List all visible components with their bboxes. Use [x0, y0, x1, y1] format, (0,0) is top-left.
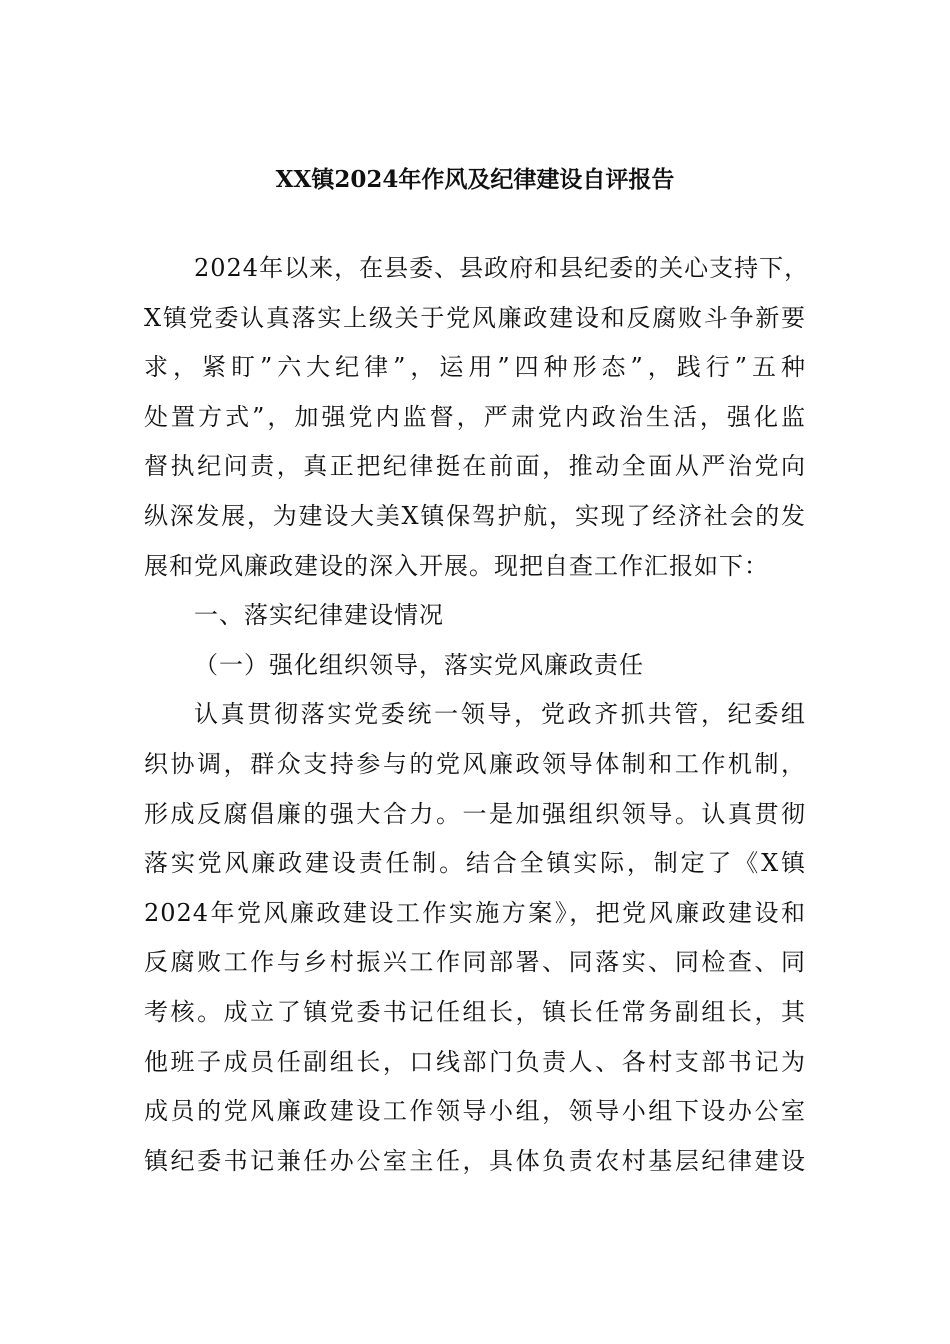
body-line: 考核。成立了镇党委书记任组长，镇长任常务副组长，其	[144, 997, 806, 1026]
body-line: 处置方式”，加强党内监督，严肃党内政治生活，强化监	[144, 402, 806, 431]
section-heading: 一、落实纪律建设情况	[194, 601, 444, 630]
body-line: 织协调，群众支持参与的党风廉政领导体制和工作机制，	[144, 749, 806, 778]
body-line: 纵深发展，为建设大美X镇保驾护航，实现了经济社会的发	[144, 501, 806, 530]
body-line: 他班子成员任副组长，口线部门负责人、各村支部书记为	[144, 1047, 806, 1076]
body-line: 展和党风廉政建设的深入开展。现把自查工作汇报如下：	[144, 551, 769, 580]
body-line: 成员的党风廉政建设工作领导小组，领导小组下设办公室	[144, 1097, 806, 1126]
document-title: XX镇2024年作风及纪律建设自评报告	[275, 166, 675, 193]
document-body	[144, 244, 810, 1186]
body-line: X镇党委认真落实上级关于党风廉政建设和反腐败斗争新要	[144, 303, 806, 332]
subsection-heading: （一）强化组织领导，落实党风廉政责任	[194, 650, 644, 679]
body-line: 镇纪委书记兼任办公室主任，具体负责农村基层纪律建设	[144, 1146, 806, 1175]
body-line: 督执纪问责，真正把纪律挺在前面，推动全面从严治党向	[144, 452, 806, 481]
body-line: 求，紧盯”六大纪律”，运用”四种形态”，践行”五种	[144, 353, 806, 382]
body-line: 2024年以来，在县委、县政府和县纪委的关心支持下，	[194, 254, 810, 282]
body-line: 认真贯彻落实党委统一领导，党政齐抓共管，纪委组	[194, 700, 806, 729]
body-line: 落实党风廉政建设责任制。结合全镇实际，制定了《X镇	[144, 849, 806, 878]
body-line: 形成反腐倡廉的强大合力。一是加强组织领导。认真贯彻	[144, 799, 806, 828]
body-line: 反腐败工作与乡村振兴工作同部署、同落实、同检查、同	[144, 948, 806, 977]
body-line: 2024年党风廉政建设工作实施方案》，把党风廉政建设和	[144, 898, 806, 927]
